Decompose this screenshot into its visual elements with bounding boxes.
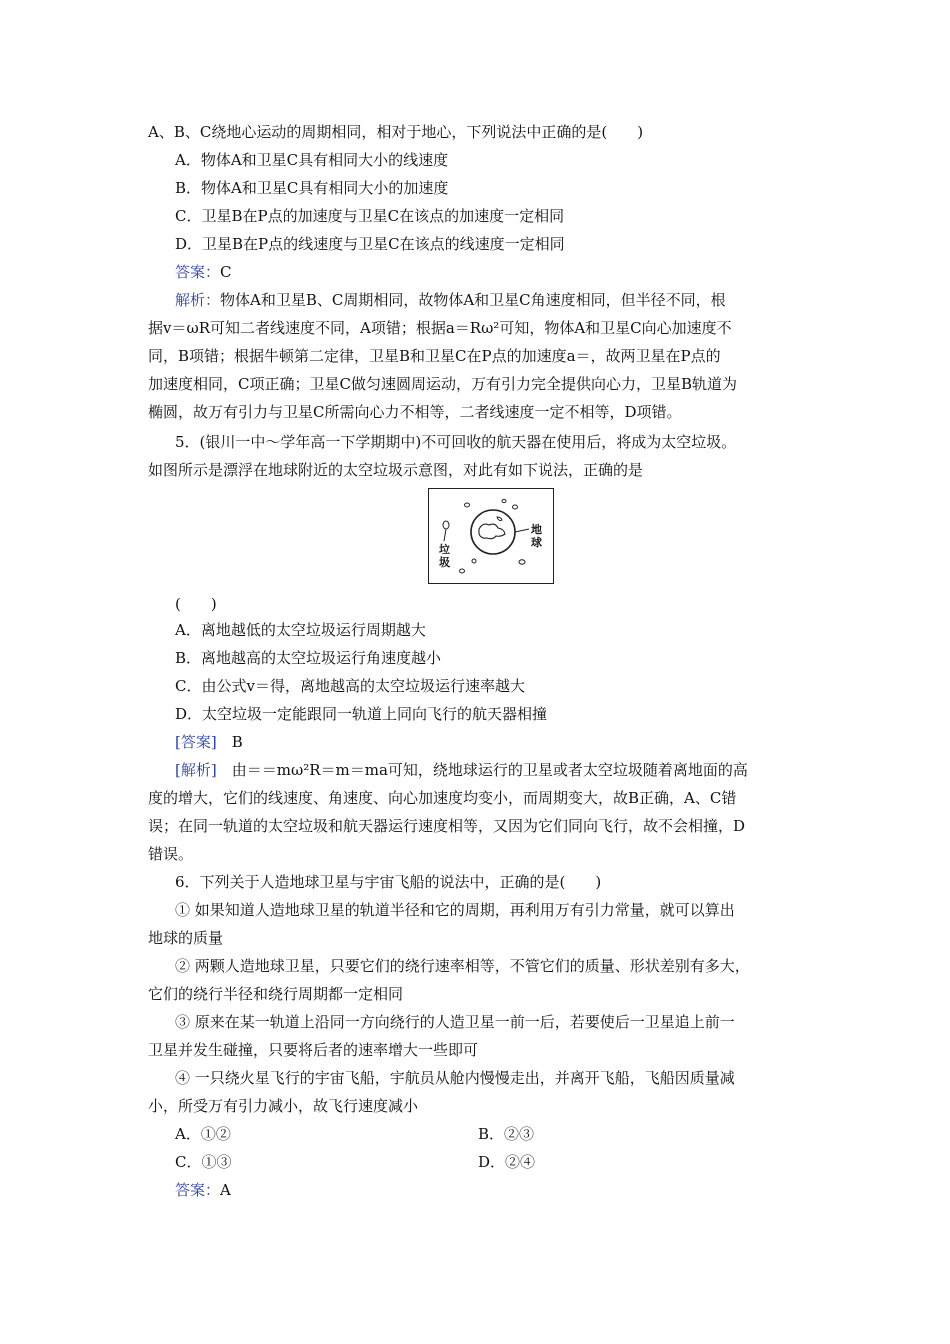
q6-statement-3b: 卫星并发生碰撞，只要将后者的速率增大一些即可 (148, 1041, 479, 1059)
q4-analysis-line-5: 椭圆，故万有引力与卫星C所需向心力不相等，二者线速度一定不相等，D项错。 (148, 403, 682, 421)
debris-pointer-line (444, 529, 446, 541)
q5-stem-line-2: 如图所示是漂浮在地球附近的太空垃圾示意图，对此有如下说法，正确的是 (148, 461, 644, 479)
debris-piece (519, 560, 525, 564)
q6-answer (175, 1180, 231, 1200)
q4-option-a: A．物体A和卫星C具有相同大小的线速度 (175, 151, 449, 169)
q6-answer-label: 答案： (175, 1181, 221, 1199)
q6-stem: 6．下列关于人造地球卫星与宇宙飞船的说法中，正确的是( ) (175, 873, 602, 891)
q6-statement-4a: ④ 一只绕火星飞行的宇宙飞船，宇航员从舱内慢慢走出，并离开飞船，飞船因质量减 (175, 1069, 735, 1087)
q6-option-a: A．①② (175, 1125, 231, 1143)
q6-option-d: D．②④ (478, 1153, 536, 1171)
q6-statement-4b: 小，所受万有引力减小，故飞行速度减小 (148, 1097, 419, 1115)
debris-piece (443, 521, 449, 529)
q4-analysis-line-2: 据v＝ωR可知二者线速度不同，A项错；根据a＝Rω²可知，物体A和卫星C向心加速度不 (148, 319, 732, 337)
q5-analysis-line-2: 度的增大，它们的线速度、角速度、向心加速度均变小，而周期变大，故B正确，A、C错 (148, 789, 737, 807)
q5-option-c: C．由公式v＝得，离地越高的太空垃圾运行速率越大 (175, 677, 525, 695)
q5-analysis-line-1 (175, 760, 748, 780)
debris-piece (513, 505, 518, 509)
q6-option-c: C．①③ (175, 1153, 232, 1171)
q4-stem: A、B、C绕地心运动的周期相同，相对于地心，下列说法中正确的是( ) (148, 123, 644, 141)
earth-continents (479, 524, 505, 539)
earth-label: 地球 (531, 523, 542, 549)
space-debris-figure (428, 488, 554, 584)
q6-statement-1a: ① 如果知道人造地球卫星的轨道半径和它的周期，再利用万有引力常量，就可以算出 (175, 901, 735, 919)
q4-option-d: D．卫星B在P点的线速度与卫星C在该点的线速度一定相同 (175, 235, 565, 253)
earth-pointer-line (515, 529, 529, 532)
earth-island (497, 517, 502, 521)
debris-piece (472, 559, 476, 563)
q4-answer-value: C (220, 263, 232, 281)
q5-option-b: B．离地越高的太空垃圾运行角速度越小 (175, 649, 442, 667)
q5-analysis-line-3: 误；在同一轨道的太空垃圾和航天器运行速度相等，又因为它们同向飞行，故不会相撞，D (148, 817, 746, 835)
q4-analysis-line-3: 同，B项错；根据牛顿第二定律，卫星B和卫星C在P点的加速度a＝，故两卫星在P点的 (148, 347, 721, 365)
q4-option-b: B．物体A和卫星C具有相同大小的加速度 (175, 179, 449, 197)
debris-piece (465, 503, 470, 507)
q4-analysis-text-1: 物体A和卫星B、C周期相同，故物体A和卫星C角速度相同，但半径不同，根 (220, 291, 726, 309)
q5-answer (175, 732, 243, 752)
q6-statement-1b: 地球的质量 (148, 929, 224, 947)
q6-statement-2a: ② 两颗人造地球卫星，只要它们的绕行速率相等，不管它们的质量、形状差别有多大， (175, 957, 750, 975)
earth-circle (471, 510, 515, 554)
q6-answer-value: A (220, 1181, 231, 1199)
q5-answer-label: [答案] (175, 733, 217, 751)
q5-answer-value: B (231, 733, 243, 751)
q5-answer-blank: ( ) (175, 595, 217, 613)
q5-option-d: D．太空垃圾一定能跟同一轨道上同向飞行的航天器相撞 (175, 705, 548, 723)
q4-analysis-line-1 (175, 290, 726, 310)
q5-analysis-label: [解析] (175, 761, 217, 779)
garbage-label: 垃圾 (439, 543, 450, 569)
q6-statement-2b: 它们的绕行半径和绕行周期都一定相同 (148, 985, 404, 1003)
q4-analysis-line-4: 加速度相同，C项正确；卫星C做匀速圆周运动，万有引力完全提供向心力，卫星B轨道为 (148, 375, 737, 393)
q4-option-c: C．卫星B在P点的加速度与卫星C在该点的加速度一定相同 (175, 207, 565, 225)
q5-analysis-line-4: 错误。 (148, 845, 194, 863)
q4-analysis-label: 解析： (175, 291, 221, 309)
debris-piece (460, 569, 465, 573)
q5-option-a: A．离地越低的太空垃圾运行周期越大 (175, 621, 426, 639)
q4-answer (175, 262, 232, 282)
q5-analysis-text-1: 由＝＝mω²R＝m＝ma可知，绕地球运行的卫星或者太空垃圾随着离地面的高 (231, 761, 748, 779)
q5-stem-line-1: 5．(银川一中～学年高一下学期期中)不可回收的航天器在使用后，将成为太空垃圾。 (175, 433, 737, 451)
debris-piece (502, 499, 506, 502)
q6-option-b: B．②③ (478, 1125, 535, 1143)
q6-statement-3a: ③ 原来在某一轨道上沿同一方向绕行的人造卫星一前一后，若要使后一卫星追上前一 (175, 1013, 735, 1031)
q4-answer-label: 答案： (175, 263, 221, 281)
